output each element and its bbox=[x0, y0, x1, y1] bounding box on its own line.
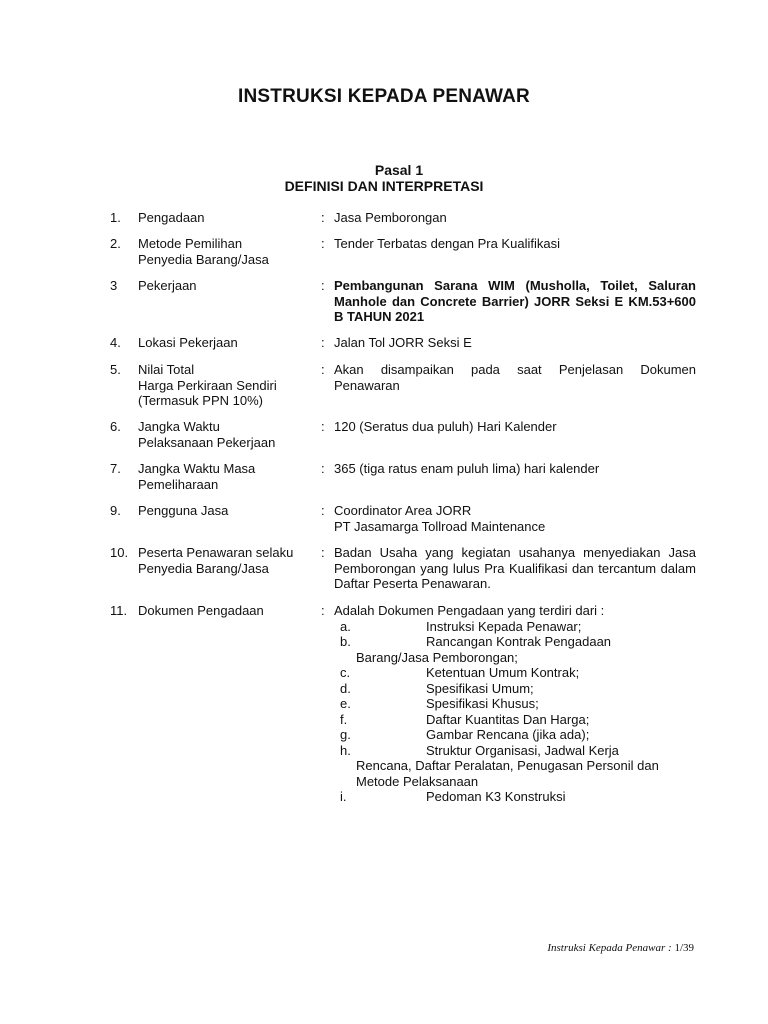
item-value: Akan disampaikan pada saat Penjelasan Dokumen Penawaran bbox=[334, 362, 696, 393]
label-line: Jangka Waktu bbox=[138, 419, 220, 434]
item-label bbox=[138, 545, 318, 576]
sub-letter: h. bbox=[340, 742, 351, 758]
item-value: Pembangunan Sarana WIM (Musholla, Toilet, Saluran Manhole dan Concrete Barrier) JORR Seksi E KM.53+600 B TAHUN 2021 bbox=[334, 278, 696, 324]
colon: : bbox=[321, 545, 325, 560]
item-value: 365 (tiga ratus enam puluh lima) hari kalender bbox=[334, 461, 600, 476]
item-label: Pekerjaan bbox=[138, 278, 197, 293]
sub-item bbox=[334, 727, 696, 743]
document-title: INSTRUKSI KEPADA PENAWAR bbox=[238, 86, 530, 107]
sub-text: Spesifikasi Khusus; bbox=[426, 696, 539, 711]
sub-letter: a. bbox=[340, 618, 351, 634]
label-line: Pemeliharaan bbox=[138, 476, 219, 492]
label-line: Jangka Waktu Masa bbox=[138, 461, 256, 476]
colon: : bbox=[321, 503, 325, 518]
sub-item bbox=[334, 696, 696, 712]
pasal-title: DEFINISI DAN INTERPRETASI bbox=[284, 178, 484, 194]
item-label: Dokumen Pengadaan bbox=[138, 603, 264, 618]
sub-letter: b. bbox=[340, 634, 351, 649]
colon: : bbox=[321, 461, 325, 476]
label-line: Penyedia Barang/Jasa bbox=[138, 251, 269, 267]
label-line: Metode Pemilihan bbox=[138, 236, 243, 251]
colon: : bbox=[321, 362, 325, 377]
colon: : bbox=[321, 419, 325, 434]
item-label bbox=[138, 419, 318, 450]
label-line: Harga Perkiraan Sendiri bbox=[138, 377, 277, 393]
value-line: PT Jasamarga Tollroad Maintenance bbox=[334, 518, 546, 534]
sub-item bbox=[334, 665, 696, 681]
colon: : bbox=[321, 278, 325, 293]
sub-text: Instruksi Kepada Penawar; bbox=[426, 618, 582, 634]
item-number: 3 bbox=[110, 278, 118, 293]
item-value: 120 (Seratus dua puluh) Hari Kalender bbox=[334, 419, 557, 434]
sub-text: Struktur Organisasi, Jadwal Kerja bbox=[426, 742, 619, 758]
label-line: Peserta Penawaran selaku bbox=[138, 545, 294, 560]
item-number: 1. bbox=[110, 210, 121, 225]
sub-letter: d. bbox=[340, 680, 351, 696]
colon: : bbox=[321, 210, 325, 225]
item-value: Jalan Tol JORR Seksi E bbox=[334, 335, 472, 350]
item-number: 6. bbox=[110, 419, 121, 434]
item-value bbox=[334, 603, 696, 805]
sub-continuation: Metode Pelaksanaan bbox=[356, 773, 479, 789]
item-number: 2. bbox=[110, 236, 121, 251]
value-intro: Adalah Dokumen Pengadaan yang terdiri dari : bbox=[334, 603, 605, 618]
label-line: Penyedia Barang/Jasa bbox=[138, 560, 269, 576]
sub-item bbox=[334, 619, 696, 635]
sub-text: Gambar Rencana (jika ada); bbox=[426, 727, 590, 742]
sub-item bbox=[334, 634, 696, 650]
item-number: 11. bbox=[110, 603, 128, 618]
label-line: Pelaksanaan Pekerjaan bbox=[138, 434, 276, 450]
item-number: 5. bbox=[110, 362, 121, 377]
sub-text: Pedoman K3 Konstruksi bbox=[426, 789, 566, 804]
sub-item bbox=[334, 743, 696, 759]
sub-item bbox=[334, 789, 696, 805]
item-label: Pengadaan bbox=[138, 210, 205, 225]
sub-letter: i. bbox=[340, 789, 347, 804]
sub-item bbox=[334, 681, 696, 697]
sub-letter: e. bbox=[340, 696, 351, 711]
footer-text: Instruksi Kepada Penawar : bbox=[547, 942, 672, 954]
item-number: 10. bbox=[110, 545, 129, 560]
sub-letter: f. bbox=[340, 711, 348, 727]
label-line: (Termasuk PPN 10%) bbox=[138, 393, 263, 408]
sub-continuation: Barang/Jasa Pemborongan; bbox=[356, 649, 518, 665]
sub-text: Rancangan Kontrak Pengadaan bbox=[426, 634, 612, 649]
item-value: Tender Terbatas dengan Pra Kualifikasi bbox=[334, 236, 560, 251]
item-label bbox=[138, 362, 318, 409]
item-number: 9. bbox=[110, 503, 121, 518]
pasal-number: Pasal 1 bbox=[374, 162, 424, 178]
colon: : bbox=[321, 335, 325, 350]
label-line: Nilai Total bbox=[138, 362, 195, 377]
sub-text: Ketentuan Umum Kontrak; bbox=[426, 665, 580, 680]
item-label bbox=[138, 461, 318, 492]
sub-continuation: Rencana, Daftar Peralatan, Penugasan Personil dan bbox=[356, 758, 659, 773]
sub-text: Daftar Kuantitas Dan Harga; bbox=[426, 711, 590, 727]
item-value bbox=[334, 503, 696, 534]
item-label: Pengguna Jasa bbox=[138, 503, 229, 518]
sub-letter: g. bbox=[340, 727, 351, 742]
item-label: Lokasi Pekerjaan bbox=[138, 335, 238, 350]
sub-text: Spesifikasi Umum; bbox=[426, 680, 534, 696]
page-footer bbox=[547, 942, 694, 954]
value-line: Coordinator Area JORR bbox=[334, 503, 472, 518]
item-value: Jasa Pemborongan bbox=[334, 210, 447, 225]
item-number: 4. bbox=[110, 335, 121, 350]
item-value: Badan Usaha yang kegiatan usahanya menyediakan Jasa Pemborongan yang lulus Pra Kualifikasi dan tercantum dalam Daftar Peserta Penawaran. bbox=[334, 545, 696, 591]
item-label bbox=[138, 236, 318, 267]
sub-item bbox=[334, 712, 696, 728]
sub-letter: c. bbox=[340, 665, 351, 680]
colon: : bbox=[321, 236, 325, 251]
page-number: 1/39 bbox=[674, 942, 694, 954]
colon: : bbox=[321, 603, 325, 618]
section-heading bbox=[0, 162, 768, 194]
item-number: 7. bbox=[110, 461, 121, 476]
